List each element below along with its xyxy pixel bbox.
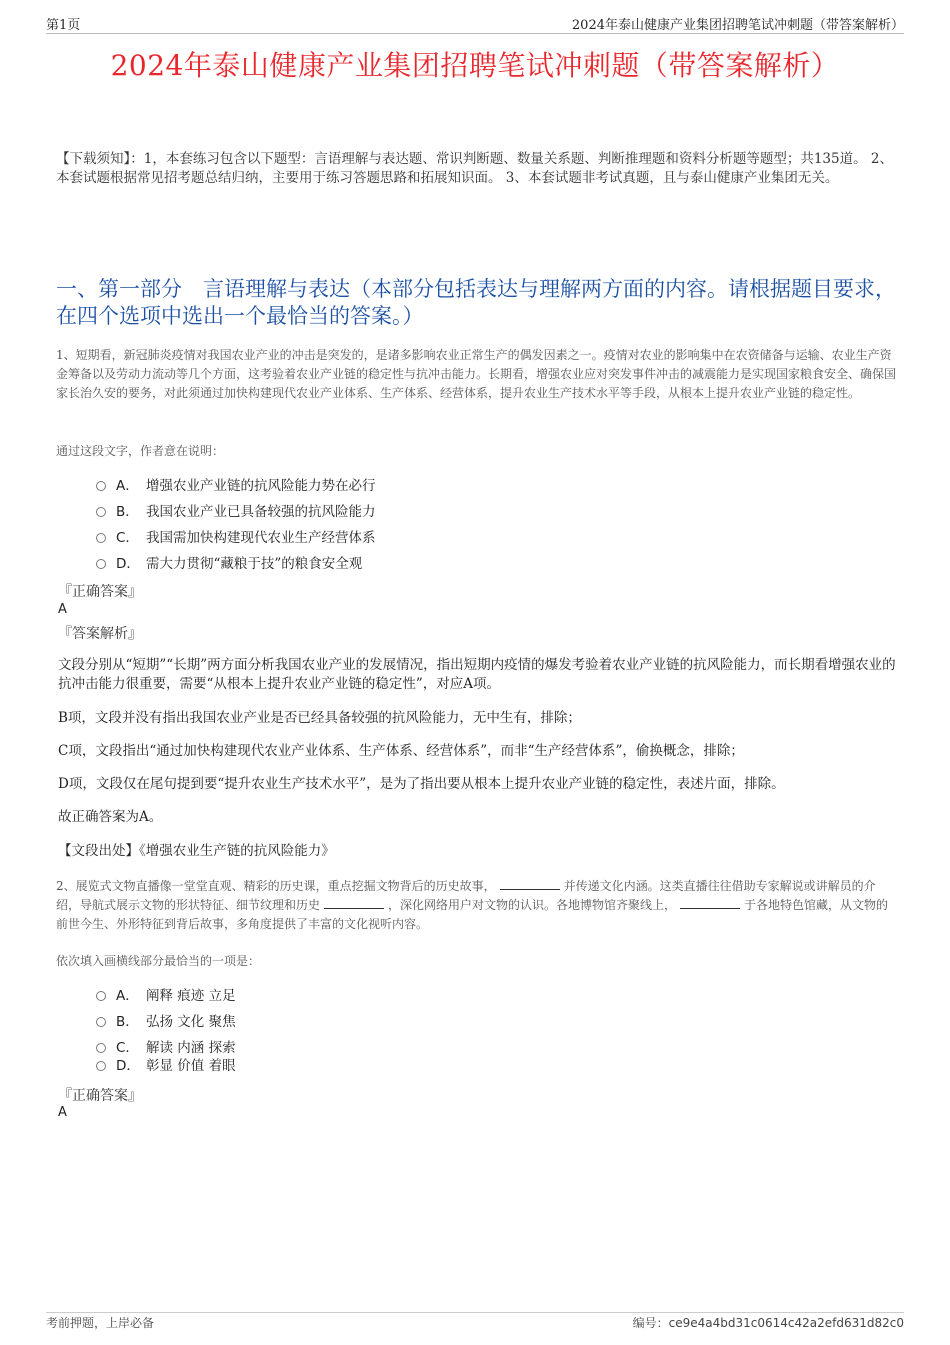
fill-blank: [680, 896, 740, 909]
q1-analysis-label: 『答案解析』: [58, 626, 142, 642]
q1-answer-label: 『正确答案』: [58, 584, 142, 600]
q1-analysis-paragraph: 文段分别从“短期”“长期”两方面分析我国农业产业的发展情况，指出短期内疫情的爆发考验着农业产业链的抗风险能力，而长期看增强农业的抗冲击能力很重要，需要“从根本上提升农业产业链的稳定性”，对应A项。: [58, 657, 896, 692]
q1-analysis-paragraph: C项，文段指出“通过加快构建现代农业产业体系、生产体系、经营体系”，而非“生产经营体系”，偷换概念，排除；: [58, 743, 744, 759]
q1-analysis-paragraph: B项，文段并没有指出我国农业产业是否已经具备较强的抗风险能力，无中生有，排除；: [58, 710, 581, 726]
q1-option-d[interactable]: D． 需大力贯彻“藏粮于技”的粮食安全观: [96, 554, 362, 574]
fill-blank: [324, 896, 384, 909]
q1-source: 【文段出处】《增强农业生产链的抗风险能力》: [58, 843, 335, 859]
radio-icon[interactable]: [96, 1043, 106, 1053]
question-2-prompt: 依次填入画横线部分最恰当的一项是：: [56, 954, 261, 968]
q1-option-b[interactable]: B． 我国农业产业已具备较强的抗风险能力: [96, 502, 376, 522]
header-divider: [46, 33, 904, 34]
q2-option-b[interactable]: B． 弘扬 文化 聚焦: [96, 1012, 236, 1032]
question-2-stem: 2、展览式文物直播像一堂堂直观、精彩的历史课，重点挖掘文物背后的历史故事， 并传递文化内涵。这类直播往往借助专家解说或讲解员的介绍，导航式展示文物的形状特征、细节纹理和历史 ，深化网络用户对文物的认识。各地博物馆齐聚线上， 于各地特色馆藏，从文物的前世今生、外形特征到背后故事，多角度提供了丰富的文化视听内容。: [56, 879, 889, 931]
q1-answer: A: [58, 602, 67, 617]
section-title: 一、第一部分 言语理解与表达（本部分包括表达与理解两方面的内容。请根据题目要求，在四个选项中选出一个最恰当的答案。）: [56, 277, 896, 328]
page-number: 第1页: [46, 18, 81, 33]
radio-icon[interactable]: [96, 559, 106, 569]
document-code: 编号：ce9e4a4bd31c0614c42a2efd631d82c0: [632, 1316, 904, 1330]
download-notice: 【下载须知】：1，本套练习包含以下题型：言语理解与表达题、常识判断题、数量关系题、判断推理题和资料分析题等题型；共135道。 2、本套试题根据常见招考题总结归纳，主要用于练习答题思路和拓展知识面。 3、本套试题非考试真题，且与泰山健康产业集团无关。: [56, 151, 893, 186]
radio-icon[interactable]: [96, 1061, 106, 1071]
radio-icon[interactable]: [96, 481, 106, 491]
q2-option-a[interactable]: A． 阐释 痕迹 立足: [96, 986, 236, 1006]
page-header: [46, 14, 904, 32]
q2-option-d[interactable]: D． 彰显 价值 着眼: [96, 1056, 236, 1076]
q1-analysis-paragraph: 故正确答案为A。: [58, 809, 163, 825]
radio-icon[interactable]: [96, 507, 106, 517]
footer-divider: [46, 1312, 904, 1313]
radio-icon[interactable]: [96, 1017, 106, 1027]
q1-analysis-paragraph: D项，文段仅在尾句提到要“提升农业生产技术水平”，是为了指出要从根本上提升农业产业链的稳定性，表述片面，排除。: [58, 776, 785, 792]
q1-option-a[interactable]: A． 增强农业产业链的抗风险能力势在必行: [96, 476, 376, 496]
q1-option-c[interactable]: C． 我国需加快构建现代农业生产经营体系: [96, 528, 376, 548]
question-1-stem: 1、短期看，新冠肺炎疫情对我国农业产业的冲击是突发的，是诸多影响农业正常生产的偶发因素之一。疫情对农业的影响集中在农资储备与运输、农业生产资金筹备以及劳动力流动等几个方面，这考验着农业产业链的稳定性与抗冲击能力。长期看，增强农业应对突发事件冲击的减震能力是实现国家粮食安全、确保国家长治久安的要务，对此须通过加快构建现代农业产业体系、生产体系、经营体系，提升农业生产技术水平等手段，从根本上提升农业产业链的稳定性。: [56, 348, 897, 400]
q2-answer-label: 『正确答案』: [58, 1088, 142, 1104]
radio-icon[interactable]: [96, 533, 106, 543]
q2-option-c[interactable]: C． 解读 内涵 探索: [96, 1038, 236, 1058]
q2-answer: A: [58, 1105, 67, 1120]
radio-icon[interactable]: [96, 991, 106, 1001]
footer-slogan: 考前押题，上岸必备: [46, 1316, 155, 1330]
header-doc-title: 2024年泰山健康产业集团招聘笔试冲刺题（带答案解析）: [571, 18, 904, 33]
question-1-prompt: 通过这段文字，作者意在说明：: [56, 444, 225, 458]
fill-blank: [500, 877, 560, 890]
document-title: 2024年泰山健康产业集团招聘笔试冲刺题（带答案解析）: [110, 49, 840, 82]
